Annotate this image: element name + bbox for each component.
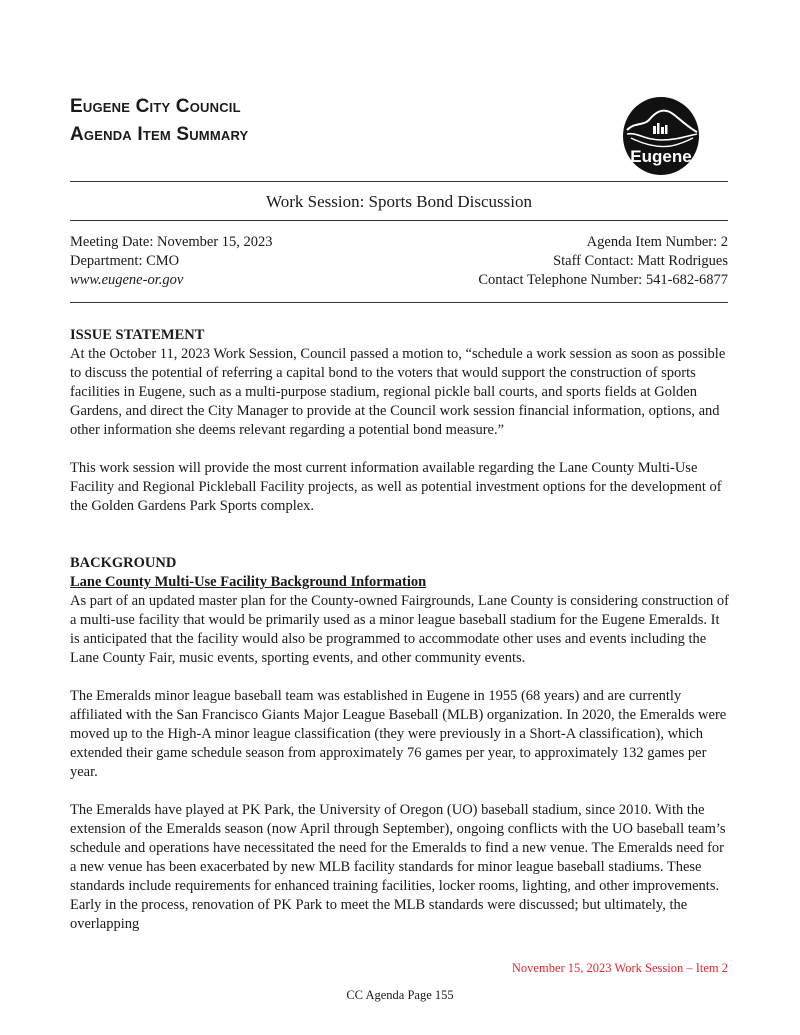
background-paragraph: The Emeralds minor league baseball team was established in Eugene in 1955 (68 years) and are currently affiliated with the San Francisco Giants Major League Baseball (MLB) organization. In 2020, the Emeralds were moved up to the High-A minor league classification (they were previously in a Short-A classification), which extended their game schedule season from approximately 76 games per year, to approximately 132 games per year.: [70, 688, 727, 780]
title-line-1: Eugene City Council: [70, 96, 241, 117]
document-body: [70, 326, 732, 934]
title-line-2: Agenda Item Summary: [70, 124, 249, 145]
website-link[interactable]: www.eugene-or.gov: [70, 272, 184, 288]
document-title: [70, 93, 248, 149]
contact-telephone: Contact Telephone Number: 541-682-6877: [478, 272, 728, 288]
meeting-meta: [70, 233, 728, 290]
session-divider: [70, 220, 728, 221]
background-heading: BACKGROUND: [70, 555, 177, 571]
staff-contact: Staff Contact: Matt Rodrigues: [553, 253, 728, 269]
background-subheading: Lane County Multi-Use Facility Background Information: [70, 574, 427, 590]
background-paragraph: The Emeralds have played at PK Park, the University of Oregon (UO) baseball stadium, since 2010. With the extension of the Emeralds season (now April through September), ongoing conflicts with the UO baseball team’s schedule and operations have necessitated the need for the Emeralds to find a new venue. The Emeralds need for a new venue has been exacerbated by new MLB facility standards for minor league baseball stadiums. These standards include requirements for enhanced training facilities, locker rooms, lighting, and other improvements. Early in the process, renovation of PK Park to meet the MLB standards were discussed; but ultimately, the overlapping: [70, 802, 726, 932]
meeting-date: Meeting Date: November 15, 2023: [70, 234, 273, 250]
issue-statement-paragraph: This work session will provide the most current information available regarding the Lane County Multi-Use Facility and Regional Pickleball Facility projects, as well as potential investment options for the development of the Golden Gardens Park Sports complex.: [70, 460, 722, 514]
eugene-logo-icon: [621, 96, 701, 176]
background-paragraph: As part of an updated master plan for the County-owned Fairgrounds, Lane County is considering construction of a multi-use facility that would be primarily used as a minor league baseball stadium for the Eugene Emeralds. It is anticipated that the facility would also be programmed to accommodate other uses and events including the Lane County Fair, music events, sporting events, and other community events.: [70, 593, 729, 666]
issue-statement-heading: ISSUE STATEMENT: [70, 327, 205, 343]
issue-statement-paragraph: At the October 11, 2023 Work Session, Council passed a motion to, “schedule a work session as soon as possible to discuss the potential of referring a capital bond to the voters that would support the construction of sports facilities in Eugene, such as a multi-purpose stadium, regional pickle ball courts, and sports fields at Golden Gardens, and direct the City Manager to provide at the Council work session financial information, options, and other information she deems relevant regarding a potential bond measure.”: [70, 346, 726, 438]
agenda-item-number: Agenda Item Number: 2: [586, 234, 728, 250]
department: Department: CMO: [70, 253, 180, 269]
header-divider: [70, 181, 728, 182]
session-title: Work Session: Sports Bond Discussion: [266, 192, 532, 211]
logo-wordmark: Eugene: [630, 147, 692, 166]
footer-page-number: CC Agenda Page 155: [346, 988, 454, 1002]
footer-item-label: November 15, 2023 Work Session – Item 2: [511, 961, 728, 975]
meta-divider: [70, 302, 728, 303]
